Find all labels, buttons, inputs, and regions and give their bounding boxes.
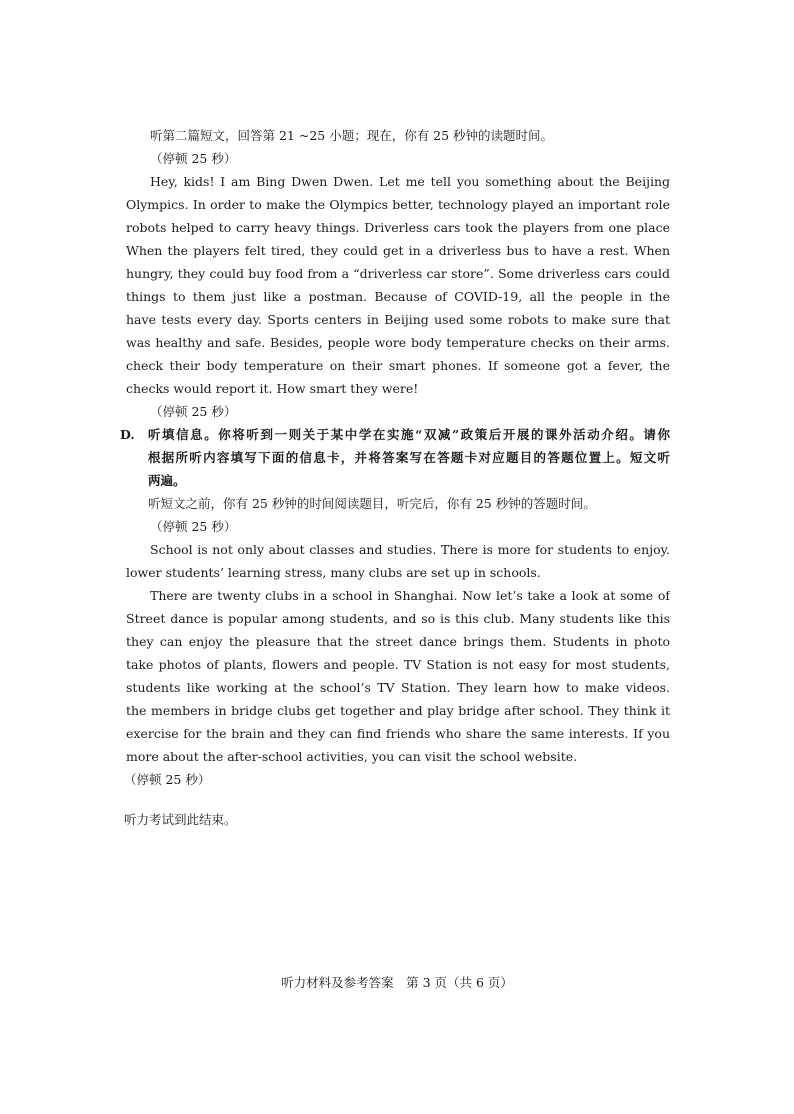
section-d-para2-line-8: more about the after-school activities, you can visit the school website. — [126, 749, 578, 764]
section-d-instruction-2: 根据所听内容填写下面的信息卡，并将答案写在答题卡对应题目的答题位置上。短文听 — [148, 450, 670, 465]
passage2-line-6: things to them just like a postman. Because of COVID-19, all the people in the — [126, 289, 670, 304]
section-d-para2-line-6: the members in bridge clubs get together and play bridge after school. They think it — [126, 703, 670, 718]
section-d-timing: 听短文之前，你有 25 秒钟的时间阅读题目，听完后，你有 25 秒钟的答题时间。 — [148, 496, 596, 511]
section-d-pause-after: （停顿 25 秒） — [124, 772, 211, 787]
passage2-line-4: When the players felt tired, they could get in a driverless bus to have a rest. When — [126, 243, 670, 258]
section-d-para1-line-1: School is not only about classes and studies. There is more for students to enjoy. — [150, 542, 670, 557]
section-d-para2-line-2: Street dance is popular among students, and so is this club. Many students like this — [126, 611, 670, 626]
passage2-pause-after: （停顿 25 秒） — [150, 404, 237, 419]
section-d-para1-line-2: lower students’ learning stress, many clubs are set up in schools. — [126, 565, 541, 580]
exam-ending: 听力考试到此结束。 — [124, 812, 237, 827]
passage2-line-8: was healthy and safe. Besides, people wore body temperature checks on their arms. — [126, 335, 670, 350]
section-d-para2-line-7: exercise for the brain and they can find friends who share the same interests. If you — [126, 726, 670, 741]
section-d-para2-line-1: There are twenty clubs in a school in Shanghai. Now let’s take a look at some of — [150, 588, 670, 603]
passage2-line-5: hungry, they could buy food from a “driverless car store”. Some driverless cars could — [126, 266, 670, 281]
passage2-intro: 听第二篇短文，回答第 21 ~25 小题；现在，你有 25 秒钟的读题时间。 — [150, 128, 554, 143]
passage2-line-9: check their body temperature on their smart phones. If someone got a fever, the — [126, 358, 670, 373]
section-d-para2-line-5: students like working at the school’s TV Station. They learn how to make videos. — [126, 680, 670, 695]
section-d-label: D. — [120, 427, 135, 442]
passage2-pause-before: （停顿 25 秒） — [150, 151, 237, 166]
passage2-line-7: have tests every day. Sports centers in Beijing used some robots to make sure that — [126, 312, 670, 327]
section-d-pause-before: （停顿 25 秒） — [150, 519, 237, 534]
section-d-para2-line-4: take photos of plants, flowers and people. TV Station is not easy for most students, — [126, 657, 670, 672]
section-d-instruction-1: 听填信息。你将听到一则关于某中学在实施“双减”政策后开展的课外活动介绍。请你 — [148, 427, 670, 442]
section-d-instruction-3: 两遍。 — [148, 473, 186, 488]
section-d-para2-line-3: they can enjoy the pleasure that the street dance brings them. Students in photo — [126, 634, 670, 649]
page-footer: 听力材料及参考答案 第 3 页（共 6 页） — [281, 975, 513, 990]
passage2-line-1: Hey, kids! I am Bing Dwen Dwen. Let me tell you something about the Beijing — [150, 174, 670, 189]
passage2-line-10: checks would report it. How smart they were! — [126, 381, 419, 396]
passage2-line-3: robots helped to carry heavy things. Driverless cars took the players from one place — [126, 220, 670, 235]
passage2-line-2: Olympics. In order to make the Olympics better, technology played an important role — [126, 197, 670, 212]
